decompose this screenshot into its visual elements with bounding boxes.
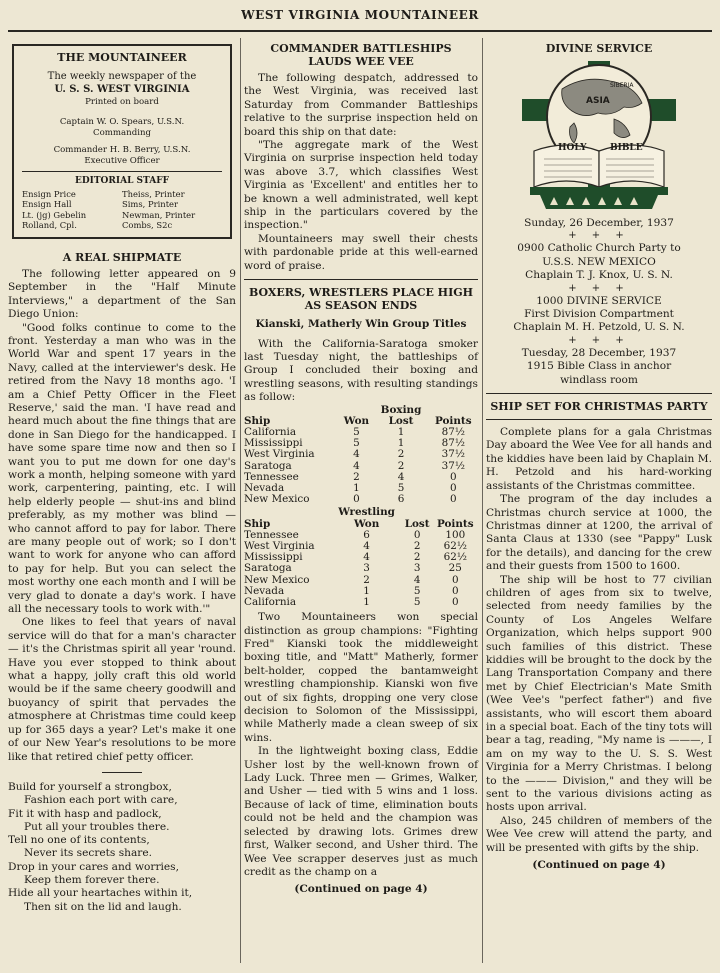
cell-won: 0 [353,493,360,506]
cell-ship: Saratoga [244,459,292,472]
cell-lost: 2 [413,551,421,564]
heading-line: AS SEASON ENDS [304,299,418,313]
cell-won: 1 [353,481,360,494]
cell-points: 0 [449,470,457,483]
cell-ship: California [244,595,297,608]
article-paragraph: In the lightweight boxing class, Eddie Usher lost by the well-known frown of Lady Luck. Three men — Grimes, Walker, and Usher — tied with 5 wins and 1 loss. Because of lack of time, elimination bouts could not be held and the champion was selected by drawing lots. Grimes drew first, Walker second, and Usher third. The Wee Vee scrapper deserves just as much credit as the champ on a [244,745,478,878]
column-header: Points [434,414,472,427]
table-row [244,597,478,608]
continued-note: (Continued on page 4) [294,883,428,896]
cell-ship: New Mexico [244,493,310,506]
cell-ship: California [244,425,297,438]
cell-points: 87½ [441,425,465,438]
cell-won: 1 [363,584,370,597]
cell-lost: 2 [397,459,405,472]
staff-member: Ensign Hall [22,199,72,210]
cell-lost: 1 [397,437,405,450]
boxers-heading [244,286,478,312]
separator: + + + [568,230,630,242]
poem-line: Hide all your heartaches within it, [8,887,193,900]
article-paragraph: The program of the day includes a Christmas church service at 1000, the Christmas dinner at 1200, the arrival of Santa Claus at 1330 (see "Pappy" Lusk for the details), and dancing for the crew and their guests from 1500 to 1600. [486,493,712,573]
cell-won: 1 [363,595,370,608]
cell-ship: Tennessee [244,528,299,541]
cell-ship: Nevada [244,584,285,597]
cell-lost: 4 [413,573,421,586]
staff-member: Rolland, Cpl. [22,220,77,231]
cell-points: 62½ [443,551,467,564]
cell-won: 6 [363,528,370,541]
cell-points: 0 [451,573,459,586]
column-divider [482,38,483,963]
cell-won: 5 [353,425,360,438]
staff-member: Theiss, Printer [122,188,185,199]
article-paragraph: Mountaineers may swell their chests with pardonable pride at this well-earned word of praise. [244,232,478,272]
subtitle-ship: U. S. S. WEST VIRGINIA [54,83,190,95]
staff-member: Newman, Printer [122,209,196,220]
commander-name: Commander H. B. Berry, U.S.N. [53,144,191,155]
cell-lost: 3 [413,562,421,575]
column-header: Points [436,517,474,530]
column-header: Won [353,517,380,530]
column-right [486,38,712,872]
staff-member: Sims, Printer [122,199,179,210]
cell-points: 0 [449,493,457,506]
section-rule [486,393,712,394]
cell-points: 100 [445,528,466,541]
cell-won: 3 [363,562,370,575]
cell-lost: 1 [397,425,405,438]
cell-points: 37½ [441,448,465,461]
poem-line: Drop in your cares and worries, [8,860,179,873]
article-paragraph: One likes to feel that years of naval service will do that for a man's character — it's the Christmas spirit all year 'round. Have you ever stopped to think about what a happy, jolly craft this old world would be if the same cheery goodwill and buoyancy of spirit that pervades the atmosphere at Christmas time could keep up for 365 days a year? Let's make it one of our New Year's resolutions to be more like that retired chief petty officer. [8,616,236,763]
table-row [244,449,478,460]
globe-bible-emblem [514,59,684,211]
service-line: First Division Compartment [524,308,674,321]
poem [8,781,236,914]
cell-won: 2 [353,470,360,483]
mountaineer-box [12,44,232,239]
cell-lost: 2 [397,448,405,461]
service-line: U.S.S. NEW MEXICO [542,255,656,268]
cell-ship: West Virginia [244,448,315,461]
cell-ship: West Virginia [244,539,315,552]
cell-ship: Tennessee [244,470,299,483]
section-rule [102,772,142,773]
column-divider [240,38,241,963]
service-line: 0900 Catholic Church Party to [517,242,681,255]
poem-line: Keep them forever there. [24,873,160,886]
subtitle-line: The weekly newspaper of the [47,71,197,82]
table-title: Boxing [380,403,422,416]
battleships-heading [244,42,478,68]
service-line: Chaplain M. H. Petzold, U. S. N. [513,321,685,334]
cell-points: 87½ [441,437,465,450]
bible-icon [530,143,668,209]
cell-lost: 6 [397,493,405,506]
poem-line: Never its secrets share. [24,847,152,860]
service-date: Tuesday, 28 December, 1937 [521,346,677,359]
article-paragraph: The following letter appeared on 9 September in the "Half Minute Interviews," a department of the San Diego Union: [8,267,236,321]
section-rule [486,419,712,420]
cell-won: 5 [353,437,360,450]
shipmate-heading: A REAL SHIPMATE [62,250,182,264]
box-subtitle [22,71,222,109]
poem-line: Build for yourself a strongbox, [8,780,172,793]
staff-member: Ensign Price [22,188,76,199]
boxers-subheading: Kianski, Matherly Win Group Titles [255,318,467,331]
cell-ship: Nevada [244,481,285,494]
globe-label: ASIA [586,96,610,106]
cell-points: 37½ [441,459,465,472]
continued-note: (Continued on page 4) [532,859,666,872]
cell-points: 0 [451,584,459,597]
section-rule [244,279,478,280]
staff-member: Combs, S2c [122,220,173,231]
cell-points: 62½ [443,539,467,552]
service-line: Chaplain T. J. Knox, U. S. N. [525,269,673,282]
cell-points: 0 [451,595,459,608]
bible-label: BIBLE [610,143,643,153]
service-line: 1000 DIVINE SERVICE [536,294,662,307]
cell-ship: Mississippi [244,437,303,450]
cell-lost: 0 [413,528,421,541]
service-line: windlass room [560,373,638,386]
subtitle-line: Printed on board [85,97,159,107]
column-header: Ship [244,517,271,530]
cell-ship: Saratoga [244,562,292,575]
cell-won: 4 [353,448,360,461]
cell-points: 25 [448,562,462,575]
staff-list [22,189,222,231]
article-paragraph: Complete plans for a gala Christmas Day aboard the Wee Vee for all hands and the kiddies have been laid by Chaplain M. H. Petzold and his hard-working assistants of the Christmas committee. [486,426,712,492]
staff-heading: EDITORIAL STAFF [74,175,169,186]
article-paragraph: The following despatch, addressed to the West Virginia, was received last Saturday from Commander Battleships relative to the surprise inspection held on board this ship on that date: [244,72,478,138]
poem-line: Fit it with hasp and padlock, [8,807,162,820]
table-row [244,563,478,574]
cell-won: 4 [353,459,360,472]
cell-ship: Mississippi [244,551,303,564]
column-header: Lost [404,517,430,530]
masthead-rule [8,30,712,32]
captain-role: Commanding [93,127,151,138]
column-header: Won [343,414,370,427]
service-line: 1915 Bible Class in anchor [526,360,672,373]
column-left [8,38,236,914]
poem-line: Then sit on the lid and laugh. [24,900,182,913]
christmas-heading: SHIP SET FOR CHRISTMAS PARTY [490,400,708,414]
captain-name: Captain W. O. Spears, U.S.N. [59,116,185,127]
cell-won: 4 [363,551,370,564]
cell-lost: 4 [397,470,405,483]
box-title: THE MOUNTAINEER [57,51,187,64]
column-middle [244,38,478,897]
article-paragraph: With the California-Saratoga smoker last Tuesday night, the battleships of Group I concluded their boxing and wrestling seasons, with resulting standings as follow: [244,337,478,404]
separator: + + + [568,282,630,294]
cell-points: 0 [449,481,457,494]
heading-line: LAUDS WEE VEE [308,55,414,68]
cell-won: 4 [363,539,370,552]
cell-won: 2 [363,573,370,586]
bible-label: HOLY [558,143,587,153]
article-paragraph: The ship will be host to 77 civilian children of ages from six to twelve, selected from needy families by the County of Los Angeles Welfare Organization, which helps support 900 such families of this district. These kiddies will be brought to the dock by the Lang Transportation Company and there met by Chief Electrician's Mate Smith (Wee Vee's "perfect father") and five assistants, who will escort them aboard in a special boat. Each of the tiny tots will bear a tag, reading, "My name is ———, I am on my way to the U. S. S. West Virginia for a Merry Christmas. I belong to the ——— Division," and they will be sent to the various divisions acting as hosts upon arrival. [486,573,712,814]
poem-line: Tell no one of its contents, [8,834,150,847]
boxing-standings-table [244,405,478,506]
masthead: WEST VIRGINIA MOUNTAINEER [241,8,479,22]
cell-lost: 2 [413,539,421,552]
table-title: Wrestling [338,506,395,519]
cell-lost: 5 [413,584,421,597]
staff-member: Lt. (jg) Gebelin [22,209,87,220]
heading-line: COMMANDER BATTLESHIPS [270,42,452,55]
article-paragraph: "Good folks continue to come to the front. Yesterday a man who was in the World War and spent 17 years in the Navy, called at the interviewer's desk. He retired from the Navy 18 months ago. 'I am a Chief Petty Officer in the Fleet Reserve,' said the man. 'I have read and heard much about the fine things that are done in San Diego for the handicapped. I have some spare time now and then so I want you to put me down for one day's work a month, helping someone with yard work, carpentering, painting, etc. I will help elderly people — shut-ins and blind preferably, as my mother was blind — who cannot afford to pay for labor. There are many people out of work; so I don't want to work for anyone who can afford to pay for help. But you can select the most worthy one each month and I will be very glad to donate a day's work. I have all the necessary tools to work with.'" [8,321,236,616]
cell-lost: 5 [397,481,405,494]
cell-ship: New Mexico [244,573,310,586]
article-paragraph: "The aggregate mark of the West Virginia on surprise inspection held today was above 3.7, which classifies West Virginia as 'Excellent' and entitles her to be known a well administrated, well kept ship in the particulars covered by the inspection." [244,139,478,232]
article-paragraph: Two Mountaineers won special distinction as group champions: "Fighting Fred" Kianski took the middleweight boxing title, and "Matt" Matherly, former belt-holder, copped the bantamweight wrestling championship. Kianski won five out of six fights, dropping one very close decision to Solomon of the Mississippi, while Matherly made a clean sweep of six wins. [244,611,478,744]
divine-heading: DIVINE SERVICE [545,42,653,55]
service-date: Sunday, 26 December, 1937 [524,217,674,229]
table-row [244,494,478,505]
poem-line: Put all your troubles there. [24,820,170,833]
wrestling-standings-table [244,507,478,608]
poem-line: Fashion each port with care, [24,794,178,807]
cell-lost: 5 [413,595,421,608]
globe-label: SIBERIA [610,82,634,89]
heading-line: BOXERS, WRESTLERS PLACE HIGH [248,286,474,300]
article-paragraph: Also, 245 children of members of the Wee Vee crew will attend the party, and will be presented with gifts by the ship. [486,814,712,854]
separator: + + + [568,334,630,346]
commander-role: Executive Officer [84,155,160,166]
column-header: Ship [244,414,271,427]
column-header: Lost [388,414,414,427]
